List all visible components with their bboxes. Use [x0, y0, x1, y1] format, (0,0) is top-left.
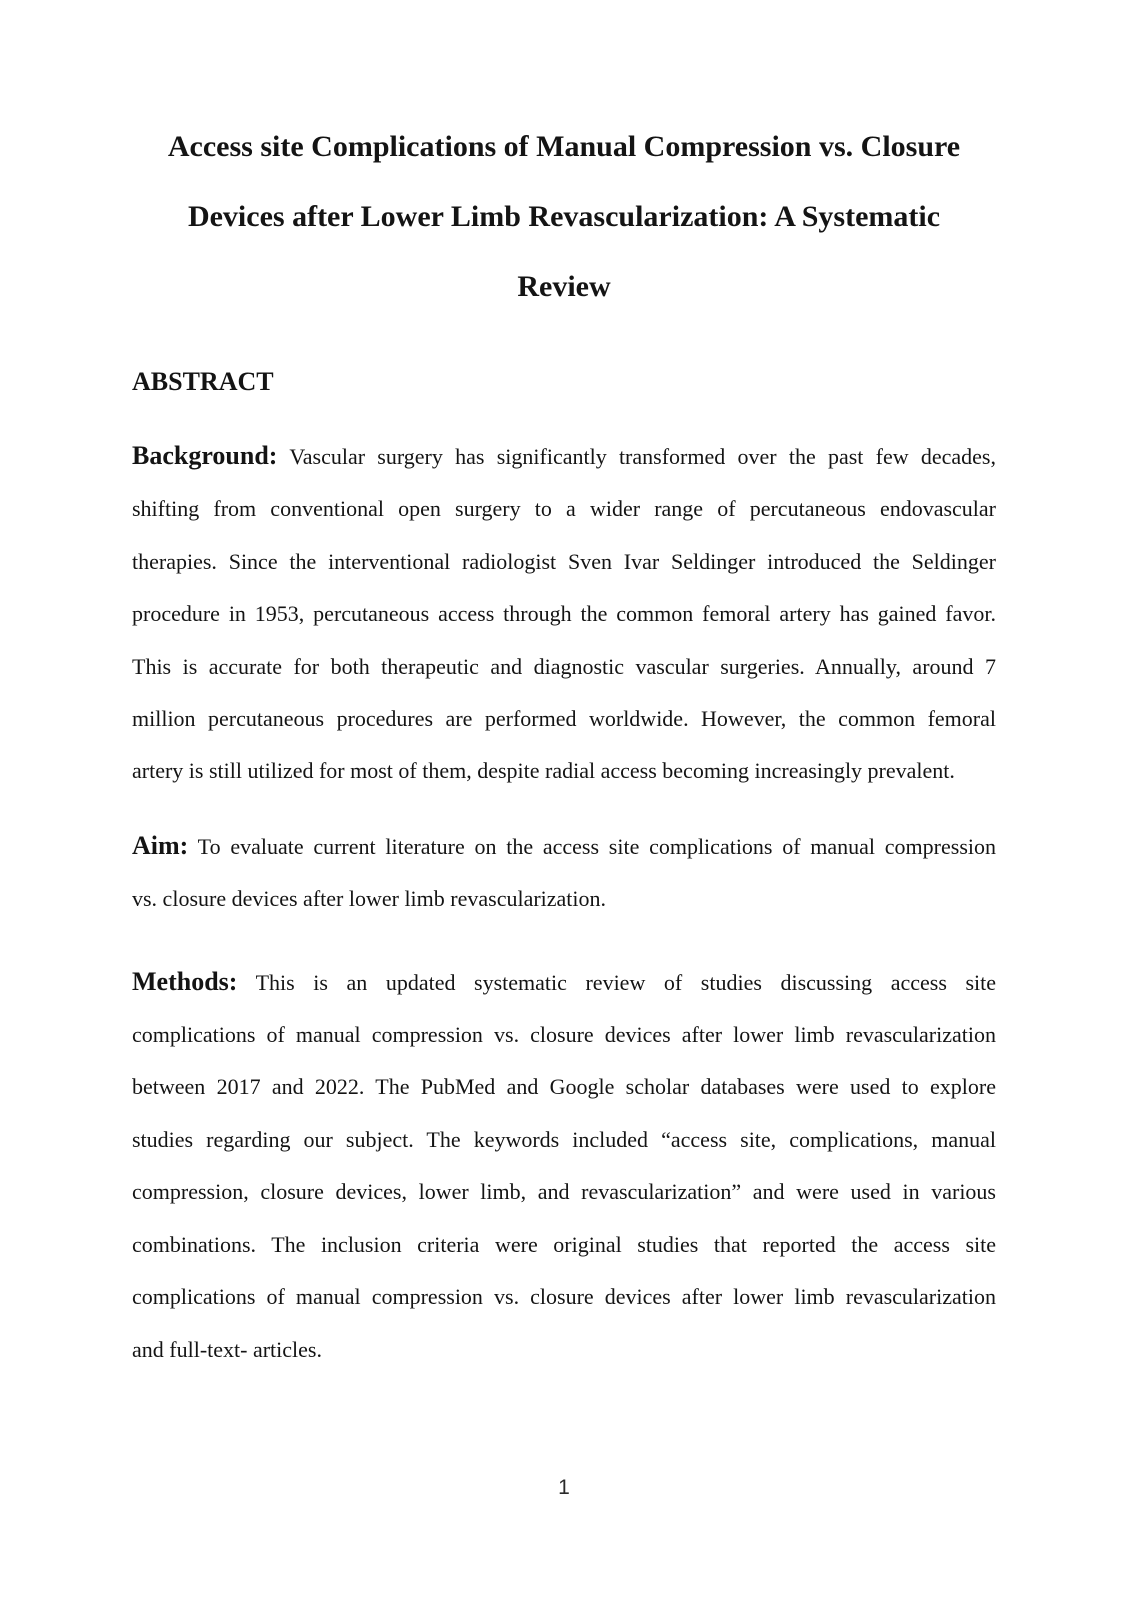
methods-line: studies regarding our subject. The keywords included “access site, complications, manual	[132, 1126, 996, 1152]
background-line: million percutaneous procedures are performed worldwide. However, the common femoral	[132, 706, 996, 732]
background-line	[132, 430, 996, 483]
aim-text: To evaluate current literature on the access site complications of manual compression	[197, 833, 996, 859]
aim-section	[132, 820, 996, 926]
title-line-2: Devices after Lower Limb Revascularization: A Systematic	[187, 200, 941, 233]
background-label: Background:	[132, 441, 278, 470]
background-line: This is accurate for both therapeutic and diagnostic vascular surgeries. Annually, around 7	[132, 653, 996, 679]
title-line-3: Review	[517, 270, 611, 303]
background-line: therapies. Since the interventional radiologist Sven Ivar Seldinger introduced the Seldinger	[132, 548, 996, 574]
page-footer	[132, 1476, 996, 1500]
abstract-heading: ABSTRACT	[132, 367, 274, 396]
methods-text: This is an updated systematic review of studies discussing access site	[255, 969, 996, 995]
methods-section	[132, 956, 996, 1376]
aim-line: vs. closure devices after lower limb revascularization.	[132, 886, 607, 912]
aim-line	[132, 820, 996, 873]
background-text: Vascular surgery has significantly transformed over the past few decades,	[289, 444, 996, 469]
methods-line: and full-text- articles.	[132, 1336, 322, 1362]
background-line: procedure in 1953, percutaneous access through the common femoral artery has gained favor.	[132, 601, 996, 627]
methods-line	[132, 956, 996, 1009]
methods-line: compression, closure devices, lower limb, and revascularization” and were used in various	[132, 1179, 996, 1205]
title-line-1: Access site Complications of Manual Compression vs. Closure	[167, 130, 961, 163]
background-line: artery is still utilized for most of them, despite radial access becoming increasingly prevalent.	[132, 758, 955, 784]
methods-line: complications of manual compression vs. closure devices after lower limb revascularization	[132, 1022, 996, 1048]
background-section	[132, 430, 996, 798]
methods-label: Methods:	[132, 966, 238, 996]
methods-line: combinations. The inclusion criteria were original studies that reported the access site	[132, 1231, 996, 1257]
page-number: 1	[558, 1475, 570, 1499]
methods-line: complications of manual compression vs. closure devices after lower limb revascularization	[132, 1284, 996, 1310]
background-line: shifting from conventional open surgery to a wider range of percutaneous endovascular	[132, 496, 996, 522]
document-title	[132, 112, 996, 322]
methods-line: between 2017 and 2022. The PubMed and Google scholar databases were used to explore	[132, 1074, 996, 1100]
document-page	[132, 0, 996, 1500]
aim-label: Aim:	[132, 830, 189, 860]
